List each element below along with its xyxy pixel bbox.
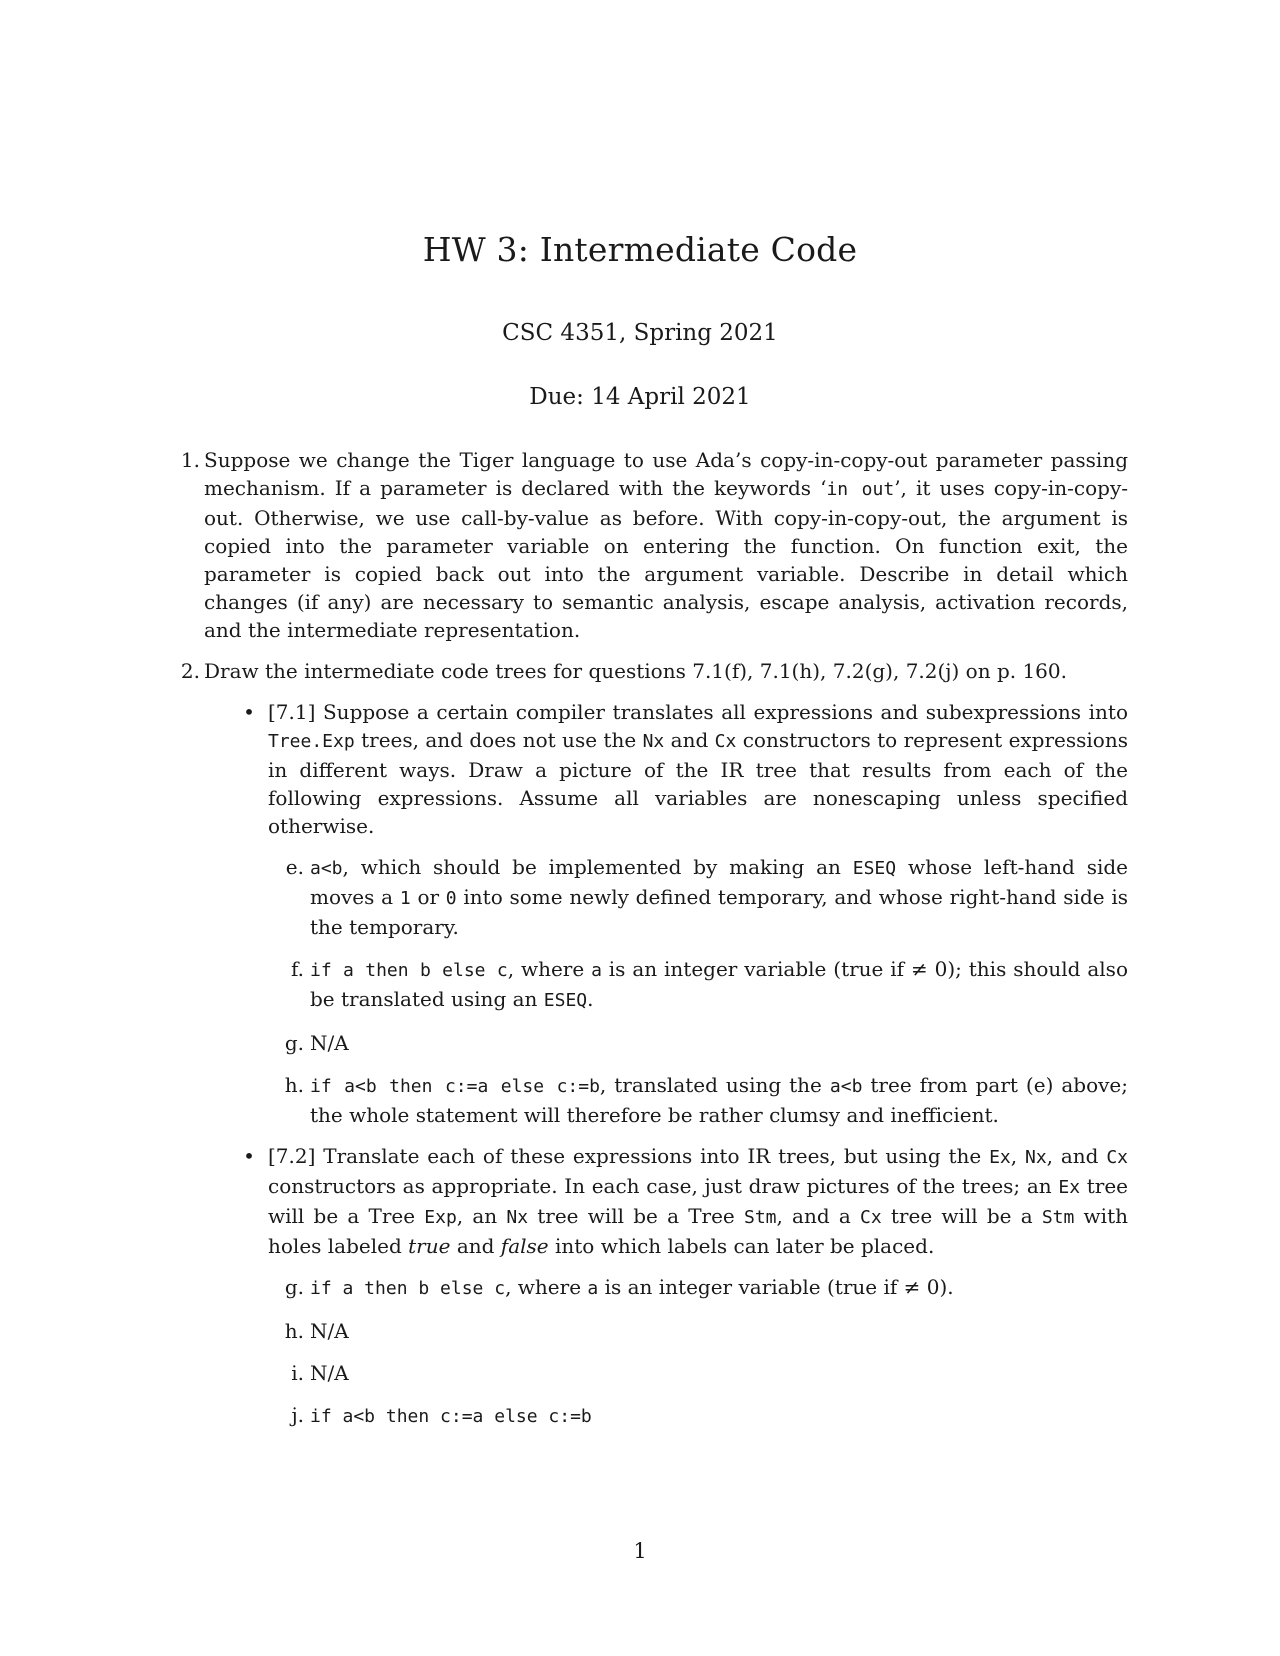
sub-question-letter: e.: [285, 855, 304, 879]
inline-code: Nx: [642, 731, 665, 752]
document-title: HW 3: Intermediate Code: [422, 230, 858, 269]
sub-question-text: N/A: [310, 1319, 349, 1343]
sub-question-7-1-e: [278, 853, 1128, 941]
emphasis-text: false: [500, 1234, 549, 1258]
inline-code: ESEQ: [852, 858, 897, 879]
question-number: 2.: [180, 659, 200, 683]
inline-code: ESEQ: [543, 990, 588, 1011]
inline-code: Nx: [1024, 1147, 1047, 1168]
sub-question-letter: g.: [284, 1031, 304, 1055]
sub-question-letter: h.: [284, 1073, 304, 1097]
bullet-text: [7.2] Translate each of these expressions into IR trees, but using the: [268, 1144, 990, 1168]
bullet-text: , an: [456, 1204, 507, 1228]
inline-code: 1: [399, 888, 411, 909]
sub-question-7-2-h: [278, 1317, 1128, 1345]
sub-question-7-2-i: [278, 1359, 1128, 1387]
bullet-text: tree will be a Tree: [268, 1174, 1129, 1228]
sub-question-list: [278, 1273, 1128, 1431]
inline-code: if a<b then c:=a else c:=b: [310, 1076, 600, 1097]
sub-question-text: N/A: [310, 1031, 349, 1055]
question-list: [172, 446, 1128, 1431]
bullet-text: [7.1] Suppose a certain compiler translates all expressions and subexpressions into: [268, 700, 1128, 724]
sub-question-text: N/A: [310, 1361, 349, 1385]
sub-question-text: whose left-hand side moves a: [310, 855, 1128, 909]
inline-code: a<b: [310, 858, 343, 879]
inline-code: Tree.Exp: [268, 731, 355, 752]
sub-question-text: , where: [505, 1275, 588, 1299]
bullet-list: [238, 698, 1128, 1431]
sub-question-text: , where: [507, 957, 592, 981]
sub-question-text: , translated using the: [599, 1073, 830, 1097]
inline-code: Cx: [1106, 1147, 1128, 1168]
sub-question-7-1-f: [278, 955, 1128, 1015]
inline-code: a: [591, 960, 602, 981]
question-text: ’, it uses copy-in-copy-out. Otherwise, we use call-by-value as before. With copy-in-copy-out, the argument is copied into the parameter variable on entering the function. On function exit, the parameter is copied back out into the argument variable. Describe in detail which changes (if any) are necessary to semantic analysis, escape analysis, activation records, and the intermediate representation.: [204, 476, 1129, 642]
sub-question-text: into some newly defined temporary, and whose right-hand side is the temporary.: [310, 885, 1129, 939]
inline-code: Cx: [860, 1207, 882, 1228]
inline-code: Cx: [714, 731, 737, 752]
bullet-text: with holes labeled: [268, 1204, 1128, 1258]
bullet-text: and: [664, 728, 715, 752]
inline-code: Nx: [506, 1207, 529, 1228]
sub-question-text: is an integer variable (true if ≠ 0).: [598, 1275, 954, 1299]
sub-question-letter: i.: [291, 1361, 304, 1385]
inline-code: in out: [826, 479, 895, 500]
sub-question-letter: j.: [291, 1403, 304, 1427]
inline-code: Stm: [743, 1207, 777, 1228]
inline-code: if a<b then c:=a else c:=b: [310, 1406, 592, 1427]
inline-code: Ex: [1058, 1177, 1081, 1198]
question-2: [172, 657, 1128, 1431]
sub-question-letter: h.: [284, 1319, 304, 1343]
bullet-text: constructors to represent expressions in different ways. Draw a picture of the IR tree that results from each of the following expressions. Assume all variables are nonescaping unless specified otherwise.: [268, 728, 1128, 838]
bullet-text: into which labels can later be placed.: [548, 1234, 935, 1258]
bullet-text: and: [450, 1234, 501, 1258]
course-line: CSC 4351, Spring 2021: [502, 320, 778, 346]
question-text: Draw the intermediate code trees for questions 7.1(f), 7.1(h), 7.2(g), 7.2(j) on p. 160.: [204, 659, 1067, 683]
question-text: Suppose we change the Tiger language to use Ada’s copy-in-copy-out parameter passing mechanism. If a parameter is declared with the keywords ‘: [204, 448, 1128, 500]
sub-question-7-2-g: [278, 1273, 1128, 1303]
inline-code: if a then b else c: [310, 1278, 506, 1299]
inline-code: a: [587, 1278, 599, 1299]
question-1: [172, 446, 1128, 644]
emphasis-text: true: [408, 1234, 451, 1258]
sub-question-text: or: [410, 885, 446, 909]
question-number: 1.: [180, 448, 200, 472]
inline-code: if a then b else c: [310, 960, 508, 981]
sub-question-7-1-h: [278, 1071, 1128, 1129]
bullet-text: ,: [1010, 1144, 1025, 1168]
bullet-text: , and a: [776, 1204, 860, 1228]
bullet-text: constructors as appropriate. In each case, just draw pictures of the trees; an: [268, 1174, 1059, 1198]
sub-question-7-2-j: [278, 1401, 1128, 1431]
page-number: 1: [633, 1539, 647, 1563]
inline-code: a<b: [829, 1076, 863, 1097]
sub-question-7-1-g: [278, 1029, 1128, 1057]
bullet-text: trees, and does not use the: [354, 728, 643, 752]
sub-question-text: is an integer variable (true if ≠ 0); this should also be translated using an: [310, 957, 1128, 1011]
due-date: Due: 14 April 2021: [529, 384, 751, 410]
sub-question-text: , which should be implemented by making an: [342, 855, 853, 879]
inline-code: Exp: [424, 1207, 457, 1228]
sub-question-text: tree from part (e) above; the whole statement will therefore be rather clumsy and inefficient.: [310, 1073, 1128, 1127]
inline-code: Stm: [1041, 1207, 1075, 1228]
bullet-text: tree will be a Tree: [528, 1204, 744, 1228]
sub-question-list: [278, 853, 1128, 1129]
bullet-item-7-2: [238, 1142, 1128, 1431]
bullet-text: tree will be a: [881, 1204, 1042, 1228]
bullet-marker: •: [243, 1144, 255, 1168]
inline-code: Ex: [989, 1147, 1011, 1168]
inline-code: 0: [445, 888, 457, 909]
sub-question-text: .: [587, 987, 594, 1011]
sub-question-letter: g.: [284, 1275, 304, 1299]
bullet-marker: •: [243, 700, 255, 724]
bullet-text: , and: [1046, 1144, 1107, 1168]
sub-question-letter: f.: [290, 957, 304, 981]
bullet-item-7-1: [238, 698, 1128, 1129]
